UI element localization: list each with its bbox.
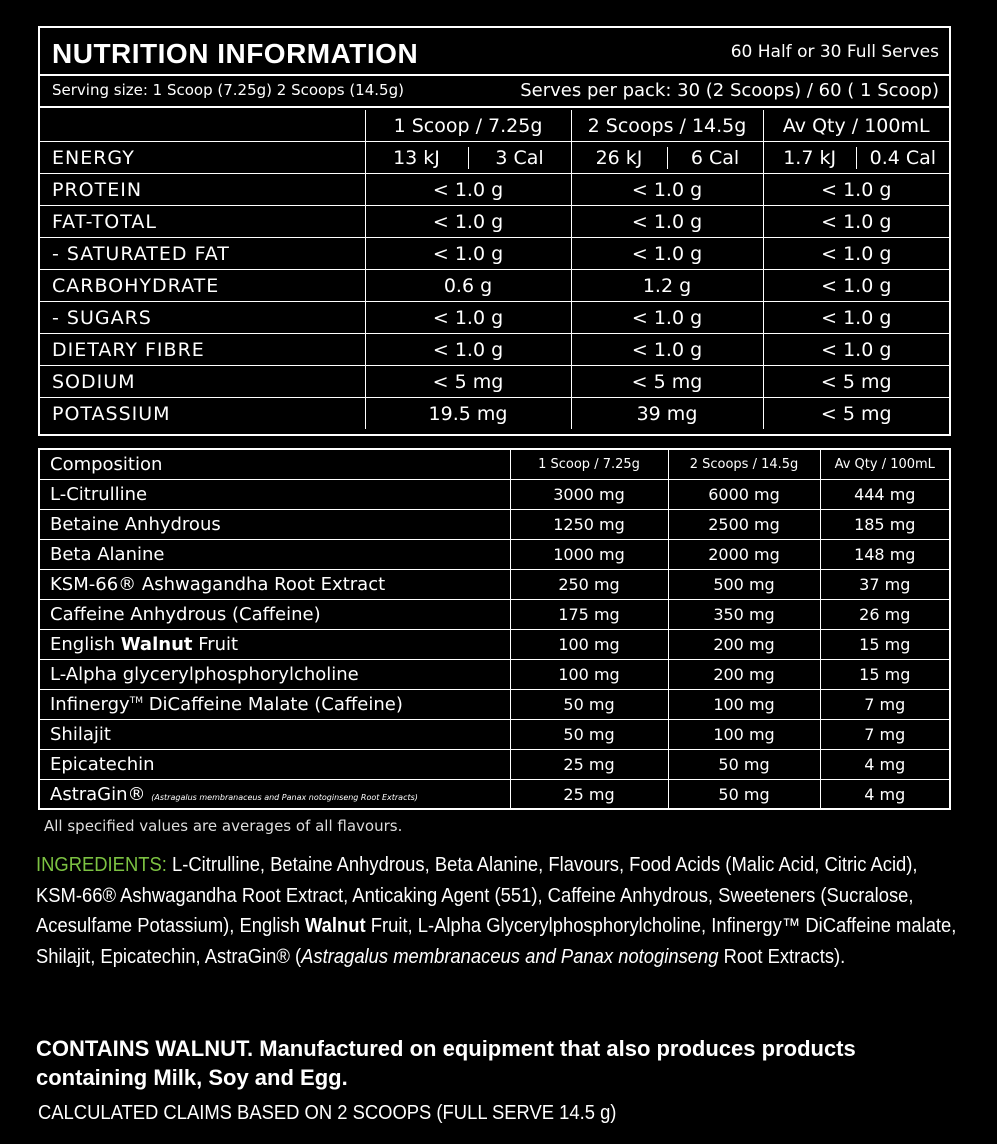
row-label: FAT-TOTAL [40,206,365,238]
value-2-scoops: < 1.0 g [571,174,763,206]
nutrition-header-row [40,110,949,142]
energy-row [40,142,949,174]
composition-header-label: Composition [50,454,163,475]
composition-row [40,600,949,630]
value-per-100ml: < 1.0 g [763,238,949,270]
header-per-100ml: Av Qty / 100mL [820,450,949,480]
composition-row [40,510,949,540]
ingredient-name: L-Citrulline [40,480,510,510]
energy-kj: 13 kJ [393,146,440,169]
value-2-scoops: < 1.0 g [571,238,763,270]
row-label: DIETARY FIBRE [40,334,365,366]
ingredients-allergen: Walnut [304,915,366,937]
ingredient-name [40,780,510,810]
value-2-scoops: 200 mg [668,630,820,660]
value-1-scoop: < 1.0 g [365,302,571,334]
value-1-scoop: 25 mg [510,750,668,780]
nutrition-table [40,110,949,429]
value-per-100ml: 26 mg [820,600,949,630]
ingredient-name: Epicatechin [40,750,510,780]
value-per-100ml: < 5 mg [763,398,949,430]
value-2-scoops: < 1.0 g [571,206,763,238]
value-2-scoops: 500 mg [668,570,820,600]
ingredients-italic: Astragalus membranaceus and Panax notoginseng [301,945,719,968]
ingredient-name-post: Fruit [192,634,239,655]
value-1-scoop: 100 mg [510,630,668,660]
energy-1-scoop [365,142,571,174]
energy-kj: 1.7 kJ [783,146,837,169]
value-1-scoop: 1000 mg [510,540,668,570]
value-1-scoop: < 5 mg [365,366,571,398]
energy-kj: 26 kJ [595,146,643,169]
allergen-highlight: Walnut [120,634,193,655]
nutrition-title: NUTRITION INFORMATION [52,38,419,69]
energy-cal: 6 Cal [667,147,763,169]
header-1-scoop: 1 Scoop / 7.25g [510,450,668,480]
value-per-100ml: < 1.0 g [763,206,949,238]
energy-cal: 3 Cal [468,147,571,169]
serving-size: Serving size: 1 Scoop (7.25g) 2 Scoops (14.5g) [52,81,404,99]
composition-panel [38,448,951,810]
header-1-scoop: 1 Scoop / 7.25g [365,110,571,142]
energy-per-100ml [763,142,949,174]
value-1-scoop: < 1.0 g [365,238,571,270]
value-2-scoops: 39 mg [571,398,763,430]
composition-row [40,720,949,750]
row-label: - SATURATED FAT [40,238,365,270]
nutrition-row [40,366,949,398]
value-1-scoop: 3000 mg [510,480,668,510]
header-2-scoops: 2 Scoops / 14.5g [668,450,820,480]
header-per-100ml: Av Qty / 100mL [763,110,949,142]
ingredient-name: Beta Alanine [40,540,510,570]
value-2-scoops: < 1.0 g [571,302,763,334]
ingredient-name: L-Alpha glycerylphosphorylcholine [40,660,510,690]
value-per-100ml: < 1.0 g [763,270,949,302]
composition-row [40,690,949,720]
ingredients-text-c: Root Extracts). [718,945,846,968]
energy-2-scoops [571,142,763,174]
nutrition-row [40,206,949,238]
value-per-100ml: < 5 mg [763,366,949,398]
nutrition-row [40,238,949,270]
ingredient-subtext: (Astragalus membranaceus and Panax notoginseng Root Extracts) [151,793,418,802]
value-1-scoop: 175 mg [510,600,668,630]
serving-row [40,74,949,108]
ingredient-name [40,630,510,660]
value-per-100ml: < 1.0 g [763,302,949,334]
value-1-scoop: 1250 mg [510,510,668,540]
ingredient-name-pre: AstraGin® [50,784,146,805]
value-1-scoop: 250 mg [510,570,668,600]
ingredients-text-b: Fruit, L-Alpha Glycerylphosphorylcholine, Infinergy™ DiCaffeine malate, Shilajit, Epicatechin, AstraGin® ( [36,915,957,968]
row-label: POTASSIUM [40,398,365,430]
serves-note: 60 Half or 30 Full Serves [730,42,939,62]
ingredient-name-pre: Infinergy [50,694,130,715]
claims-statement: CALCULATED CLAIMS BASED ON 2 SCOOPS (FULL SERVE 14.5 g) [38,1102,617,1124]
value-per-100ml: 15 mg [820,630,949,660]
value-per-100ml: 4 mg [820,780,949,810]
value-2-scoops: 100 mg [668,690,820,720]
ingredients-label: INGREDIENTS: [36,854,167,876]
nutrition-row [40,334,949,366]
ingredient-name-post: DiCaffeine Malate (Caffeine) [142,694,403,715]
value-per-100ml: 7 mg [820,720,949,750]
composition-row [40,540,949,570]
value-per-100ml: 4 mg [820,750,949,780]
energy-cal: 0.4 Cal [856,147,949,169]
composition-row [40,480,949,510]
nutrition-row [40,302,949,334]
ingredient-name: KSM-66® Ashwagandha Root Extract [40,570,510,600]
value-1-scoop: 100 mg [510,660,668,690]
value-2-scoops: 2500 mg [668,510,820,540]
value-per-100ml: 15 mg [820,660,949,690]
ingredients-text-a: L-Citrulline, Betaine Anhydrous, Beta Alanine, Flavours, Food Acids (Malic Acid, Citric Acid), KSM-66® Ashwagandha Root Extract, Anticaking Agent (551), Caffeine Anhydrous, Sweeteners (Sucralose, Acesulfame Potassium), English [36,854,918,937]
value-per-100ml: 37 mg [820,570,949,600]
value-2-scoops: < 5 mg [571,366,763,398]
value-1-scoop: < 1.0 g [365,206,571,238]
composition-row [40,630,949,660]
value-2-scoops: 200 mg [668,660,820,690]
serves-per-pack: Serves per pack: 30 (2 Scoops) / 60 ( 1 Scoop) [520,80,939,101]
trademark-mark: TM [129,696,143,706]
averages-footnote: All specified values are averages of all flavours. [44,817,403,835]
value-2-scoops: 2000 mg [668,540,820,570]
row-label: SODIUM [40,366,365,398]
composition-table [40,450,949,809]
value-1-scoop: < 1.0 g [365,334,571,366]
value-1-scoop: 19.5 mg [365,398,571,430]
row-label: PROTEIN [40,174,365,206]
value-1-scoop: < 1.0 g [365,174,571,206]
composition-row [40,660,949,690]
value-per-100ml: < 1.0 g [763,334,949,366]
value-per-100ml: 444 mg [820,480,949,510]
value-2-scoops: 100 mg [668,720,820,750]
energy-label: ENERGY [40,142,365,174]
value-per-100ml: 7 mg [820,690,949,720]
value-2-scoops: 6000 mg [668,480,820,510]
value-1-scoop: 50 mg [510,720,668,750]
row-label: CARBOHYDRATE [40,270,365,302]
value-per-100ml: < 1.0 g [763,174,949,206]
nutrition-row [40,174,949,206]
value-per-100ml: 148 mg [820,540,949,570]
nutrition-row [40,270,949,302]
value-1-scoop: 50 mg [510,690,668,720]
row-label: - SUGARS [40,302,365,334]
value-2-scoops: 50 mg [668,750,820,780]
ingredients-paragraph [36,850,965,972]
value-2-scoops: < 1.0 g [571,334,763,366]
value-1-scoop: 0.6 g [365,270,571,302]
ingredient-name [40,690,510,720]
value-per-100ml: 185 mg [820,510,949,540]
composition-row [40,750,949,780]
composition-header-row [40,450,949,480]
value-2-scoops: 50 mg [668,780,820,810]
header-blank [40,110,365,142]
nutrition-row [40,398,949,430]
nutrition-information-panel [38,26,951,436]
ingredient-name: Caffeine Anhydrous (Caffeine) [40,600,510,630]
composition-row [40,780,949,810]
ingredient-name-pre: English [50,634,121,655]
allergen-statement: CONTAINS WALNUT. Manufactured on equipment that also produces products containing Milk, Soy and Egg. [36,1036,856,1090]
header-2-scoops: 2 Scoops / 14.5g [571,110,763,142]
value-2-scoops: 350 mg [668,600,820,630]
ingredient-name: Shilajit [40,720,510,750]
composition-row [40,570,949,600]
value-1-scoop: 25 mg [510,780,668,810]
ingredient-name: Betaine Anhydrous [40,510,510,540]
value-2-scoops: 1.2 g [571,270,763,302]
